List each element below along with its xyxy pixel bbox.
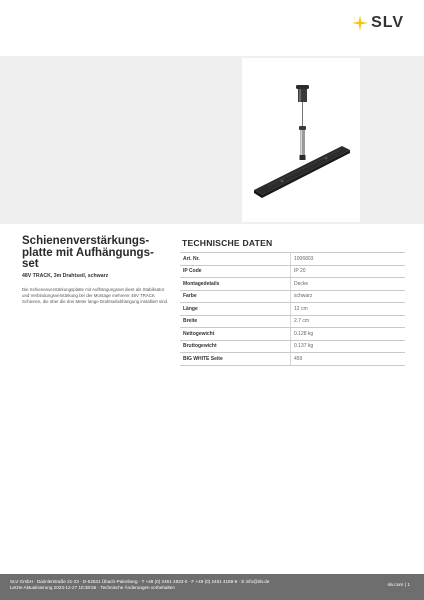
table-row [180,340,405,353]
spec-label: Bruttogewicht [180,340,291,353]
product-hero-band [0,56,424,224]
spec-value: 2.7 cm [291,315,406,328]
spec-label: Montagedetails [180,278,291,291]
table-row [180,328,405,341]
brand-logo [351,14,404,32]
spec-label: BIG WHITE Seite [180,353,291,366]
spec-value: 0.128 kg [291,328,406,341]
brand-name: SLV [371,14,404,31]
product-description: Die Schienenverstärkungsplatte mit Aufhängungsset dient als Stabilisator und Verbindungsverstärkung bei der Montage mehrerer 48V TRACK Schienen, die über die drei Meter lange Drahtseilabhängung installiert sind. [22,287,169,304]
spec-value: 1006803 [291,253,406,266]
table-row [180,315,405,328]
footer-page-number: slv.com | 1 [387,583,410,588]
footer-contact [10,579,269,592]
table-row [180,353,405,366]
spec-label: Nettogewicht [180,328,291,341]
specs-table [180,252,405,366]
spec-value: IP 20 [291,265,406,278]
page-footer [0,574,424,600]
spec-value: Decke [291,278,406,291]
table-row [180,290,405,303]
table-row [180,278,405,291]
specs-title: TECHNISCHE DATEN [182,238,273,248]
spec-label: IP Code [180,265,291,278]
spec-value: 0.137 kg [291,340,406,353]
table-row [180,265,405,278]
sparkle-icon [351,14,369,32]
spec-label: Breite [180,315,291,328]
spec-value: schwarz [291,290,406,303]
table-row [180,303,405,316]
spec-label: Länge [180,303,291,316]
spec-value: 12 cm [291,303,406,316]
table-row [180,253,405,266]
product-image [242,58,360,222]
product-title: Schienenverstärkungs- platte mit Aufhängungs- set [22,235,154,270]
spec-label: Art. Nr. [180,253,291,266]
product-image-card [242,58,360,222]
spec-label: Farbe [180,290,291,303]
product-subtitle: 48V TRACK, 3m Drahtseil, schwarz [22,273,109,279]
footer-address-line: SLV GmbH · Daimlerstraße 21-23 · D-52531 Übach-Palenberg · T +49 (0) 2451 4833-0 · F +49 (0) 2451 4188-8 · E info@slv.de [10,579,270,584]
footer-update-line: Letzte Aktualisierung 2023-12-27 10:38:55 · Technische Änderungen vorbehalten [10,585,175,591]
spec-value: 459 [291,353,406,366]
